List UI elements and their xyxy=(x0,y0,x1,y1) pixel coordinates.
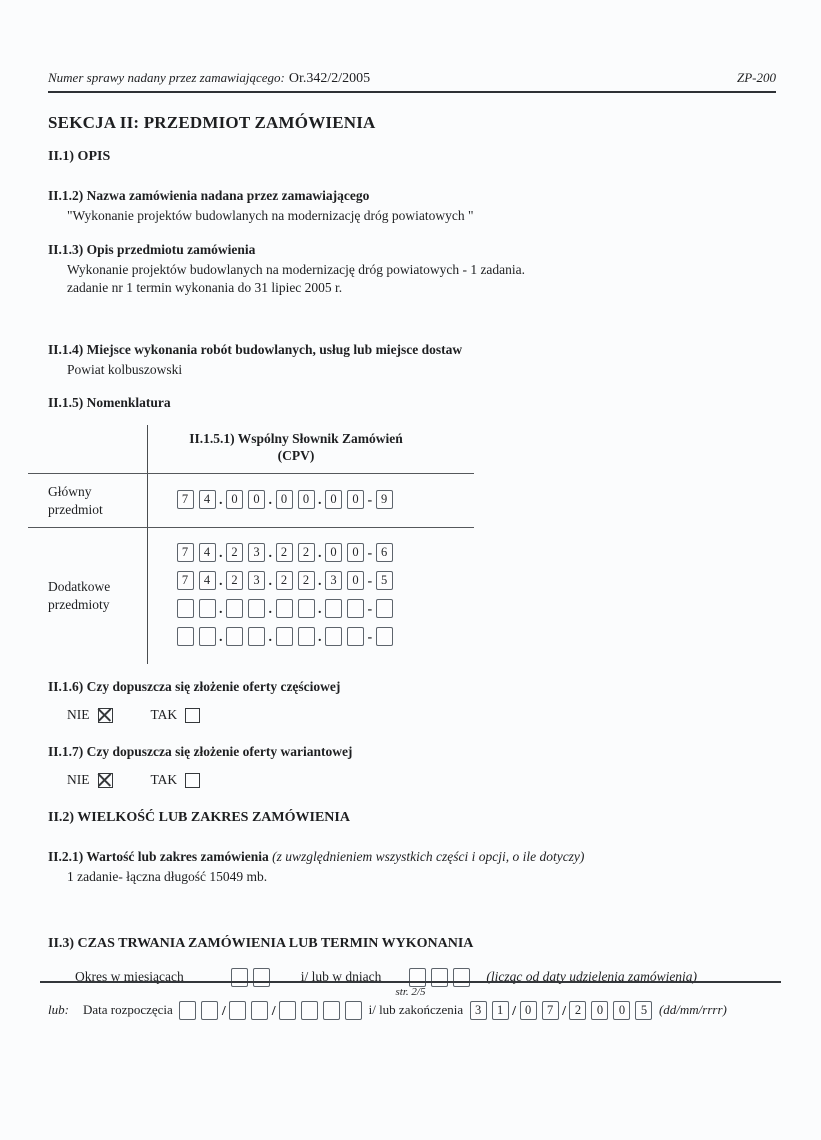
digit-box[interactable]: 3 xyxy=(248,543,265,562)
cpv-additional-label-line1: Dodatkowe xyxy=(48,579,111,594)
digit-box[interactable] xyxy=(301,1001,318,1020)
digit-box[interactable] xyxy=(179,1001,196,1020)
digit-box[interactable]: 0 xyxy=(298,490,315,509)
start-date-field[interactable] xyxy=(177,1001,365,1020)
cpv-additional-code-field-1[interactable] xyxy=(174,543,474,564)
digit-box[interactable]: 0 xyxy=(276,490,293,509)
item-value-II-1-3-line2: zadanie nr 1 termin wykonania do 31 lipiec 2005 r. xyxy=(67,280,343,295)
digit-box[interactable] xyxy=(276,627,293,646)
box-separator: . xyxy=(318,630,322,645)
digit-box[interactable]: 2 xyxy=(298,571,315,590)
form-code: ZP-200 xyxy=(737,70,776,85)
footer-divider xyxy=(40,981,781,983)
digit-box[interactable] xyxy=(229,1001,246,1020)
box-separator: . xyxy=(318,602,322,617)
cpv-header-line1: II.1.5.1) Wspólny Słownik Zamówień xyxy=(189,431,403,446)
digit-box[interactable]: 0 xyxy=(325,543,342,562)
box-separator: . xyxy=(268,602,272,617)
box-separator: . xyxy=(268,546,272,561)
cpv-main-row xyxy=(28,474,474,528)
digit-box[interactable] xyxy=(248,627,265,646)
digit-box[interactable]: 5 xyxy=(635,1001,652,1020)
digit-box[interactable] xyxy=(325,627,342,646)
months-label: Okres w miesiącach xyxy=(75,969,184,984)
partial-offer-no-checkbox[interactable] xyxy=(98,708,113,723)
box-separator: - xyxy=(367,546,373,561)
cpv-main-code-field[interactable] xyxy=(174,490,474,511)
item-heading-II-1-3: II.1.3) Opis przedmiotu zamówienia xyxy=(48,241,256,257)
item-II-1-2 xyxy=(48,187,776,225)
days-label: i/ lub w dniach xyxy=(300,969,382,984)
item-II-1-6 xyxy=(48,678,776,723)
section-title: SEKCJA II: PRZEDMIOT ZAMÓWIENIA xyxy=(48,113,376,132)
digit-box[interactable] xyxy=(177,599,194,618)
variant-offer-options xyxy=(67,772,776,788)
digit-box[interactable]: 0 xyxy=(347,490,364,509)
digit-box[interactable]: 0 xyxy=(226,490,243,509)
digit-box[interactable]: 2 xyxy=(276,571,293,590)
case-number-label: Numer sprawy nadany przez zamawiającego: xyxy=(48,70,285,85)
digit-box[interactable] xyxy=(325,599,342,618)
digit-box[interactable]: 0 xyxy=(347,571,364,590)
digit-box[interactable]: 3 xyxy=(325,571,342,590)
digit-box[interactable] xyxy=(276,599,293,618)
item-II-1-5 xyxy=(48,394,776,411)
item-value-II-1-4: Powiat kolbuszowski xyxy=(67,361,183,377)
digit-box[interactable] xyxy=(226,599,243,618)
end-date-field[interactable] xyxy=(467,1001,655,1020)
box-separator: - xyxy=(367,574,373,589)
box-separator: . xyxy=(219,493,223,508)
cpv-main-label-line2: przedmiot xyxy=(48,501,103,517)
box-separator: . xyxy=(219,574,223,589)
date-row xyxy=(48,1001,776,1020)
digit-box[interactable]: 0 xyxy=(591,1001,608,1020)
box-separator: . xyxy=(268,493,272,508)
cpv-additional-label-line2: przedmioty xyxy=(48,597,110,612)
digit-box[interactable] xyxy=(347,599,364,618)
cpv-header-row xyxy=(28,425,474,474)
partial-offer-options xyxy=(67,707,776,723)
cpv-additional-row xyxy=(28,528,474,664)
digit-box[interactable]: 7 xyxy=(177,543,194,562)
box-separator: / xyxy=(512,1003,517,1019)
box-separator: . xyxy=(219,630,223,645)
digit-box[interactable]: 5 xyxy=(376,571,393,590)
page-header xyxy=(48,70,776,87)
digit-box[interactable] xyxy=(199,599,216,618)
variant-offer-yes-checkbox[interactable] xyxy=(185,773,200,788)
digit-box[interactable]: 0 xyxy=(325,490,342,509)
variant-offer-no-label: NIE xyxy=(67,772,90,787)
digit-box[interactable] xyxy=(199,627,216,646)
box-separator: . xyxy=(318,574,322,589)
box-separator: - xyxy=(367,493,373,508)
box-separator: . xyxy=(318,493,322,508)
item-heading-II-1-4: II.1.4) Miejsce wykonania robót budowlanych, usług lub miejsce dostaw xyxy=(48,341,463,357)
case-number-value: Or.342/2/2005 xyxy=(288,71,371,86)
item-heading-II-1-5: II.1.5) Nomenklatura xyxy=(48,395,171,410)
item-heading-II-2-1-note: (z uwzględnieniem wszystkich części i opcji, o ile dotyczy) xyxy=(272,849,585,864)
item-heading-II-2-1: II.2.1) Wartość lub zakres zamówienia xyxy=(48,849,269,864)
box-separator: . xyxy=(268,630,272,645)
digit-box[interactable]: 0 xyxy=(347,543,364,562)
section-heading-II-2: II.2) WIELKOŚĆ LUB ZAKRES ZAMÓWIENIA xyxy=(48,810,350,825)
digit-box[interactable] xyxy=(298,599,315,618)
item-heading-II-1-7: II.1.7) Czy dopuszcza się złożenie oferty wariantowej xyxy=(48,744,353,759)
digit-box[interactable]: 9 xyxy=(376,490,393,509)
start-date-label: Data rozpoczęcia xyxy=(82,1002,173,1017)
variant-offer-no-checkbox[interactable] xyxy=(98,773,113,788)
box-separator: / xyxy=(562,1003,566,1019)
digit-box[interactable]: 4 xyxy=(199,543,216,562)
digit-box[interactable]: 0 xyxy=(248,490,265,509)
partial-offer-yes-checkbox[interactable] xyxy=(185,708,200,723)
item-II-1-3 xyxy=(48,241,776,297)
box-separator: . xyxy=(219,602,223,617)
digit-box[interactable] xyxy=(376,599,393,618)
digit-box[interactable]: 3 xyxy=(248,571,265,590)
digit-box[interactable]: 1 xyxy=(492,1001,509,1020)
counting-note: (licząc od daty udzielenia zamówienia) xyxy=(486,969,698,984)
digit-box[interactable] xyxy=(347,627,364,646)
box-separator: - xyxy=(367,630,373,645)
end-date-label: i/ lub zakończenia xyxy=(368,1002,464,1017)
digit-box[interactable] xyxy=(279,1001,296,1020)
digit-box[interactable] xyxy=(376,627,393,646)
digit-box[interactable] xyxy=(201,1001,218,1020)
item-value-II-1-3-line1: Wykonanie projektów budowlanych na modernizację dróg powiatowych - 1 zadania. xyxy=(67,261,526,277)
partial-offer-no-label: NIE xyxy=(67,707,90,722)
digit-box[interactable]: 7 xyxy=(542,1001,559,1020)
cpv-additional-code-field-4[interactable] xyxy=(174,627,474,648)
or-label: lub: xyxy=(48,1002,69,1017)
digit-box[interactable] xyxy=(248,599,265,618)
item-II-1-7 xyxy=(48,743,776,788)
digit-box[interactable]: 4 xyxy=(199,490,216,509)
cpv-main-label-line1: Główny xyxy=(48,483,92,499)
item-II-1-4 xyxy=(48,341,776,379)
box-separator: - xyxy=(367,602,373,617)
item-heading-II-1-6: II.1.6) Czy dopuszcza się złożenie oferty częściowej xyxy=(48,679,341,694)
item-heading-II-1-2: II.1.2) Nazwa zamówienia nadana przez zamawiającego xyxy=(48,188,370,203)
box-separator: / xyxy=(271,1003,276,1019)
cpv-additional-code-field-3[interactable] xyxy=(174,599,474,620)
cpv-header-line2: (CPV) xyxy=(277,448,315,463)
item-II-2-1 xyxy=(48,848,776,886)
digit-box[interactable]: 2 xyxy=(226,571,243,590)
date-format-note: (dd/mm/rrrr) xyxy=(658,1002,727,1017)
page-number: str. 2/5 xyxy=(395,986,426,998)
digit-box[interactable] xyxy=(226,627,243,646)
box-separator: / xyxy=(221,1003,226,1019)
cpv-table xyxy=(28,425,474,664)
digit-box[interactable]: 0 xyxy=(613,1001,630,1020)
cpv-header-label-cell xyxy=(28,425,148,473)
section-heading-II-3: II.3) CZAS TRWANIA ZAMÓWIENIA LUB TERMIN WYKONANIA xyxy=(48,935,474,951)
digit-box[interactable]: 2 xyxy=(276,543,293,562)
header-divider xyxy=(48,91,776,93)
box-separator: . xyxy=(219,546,223,561)
digit-box[interactable]: 4 xyxy=(199,571,216,590)
item-value-II-2-1: 1 zadanie- łączna długość 15049 mb. xyxy=(67,869,268,884)
box-separator: . xyxy=(268,574,272,589)
digit-box[interactable] xyxy=(177,627,194,646)
digit-box[interactable]: 2 xyxy=(569,1001,586,1020)
digit-box[interactable] xyxy=(345,1001,362,1020)
page-footer xyxy=(40,981,781,998)
subsection-heading-opis: II.1) OPIS xyxy=(48,149,111,164)
digit-box[interactable] xyxy=(251,1001,268,1020)
box-separator: . xyxy=(318,546,322,561)
digit-box[interactable]: 6 xyxy=(376,543,393,562)
item-value-II-1-2: "Wykonanie projektów budowlanych na modernizację dróg powiatowych " xyxy=(67,208,474,223)
cpv-additional-code-field-2[interactable] xyxy=(174,571,474,592)
digit-box[interactable] xyxy=(323,1001,340,1020)
digit-box[interactable]: 0 xyxy=(520,1001,537,1020)
digit-box[interactable]: 7 xyxy=(177,571,194,590)
partial-offer-yes-label: TAK xyxy=(150,707,178,722)
digit-box[interactable] xyxy=(298,627,315,646)
digit-box[interactable]: 3 xyxy=(470,1001,487,1020)
digit-box[interactable]: 2 xyxy=(298,543,315,562)
digit-box[interactable]: 2 xyxy=(226,543,243,562)
digit-box[interactable]: 7 xyxy=(177,490,194,509)
variant-offer-yes-label: TAK xyxy=(150,772,178,787)
